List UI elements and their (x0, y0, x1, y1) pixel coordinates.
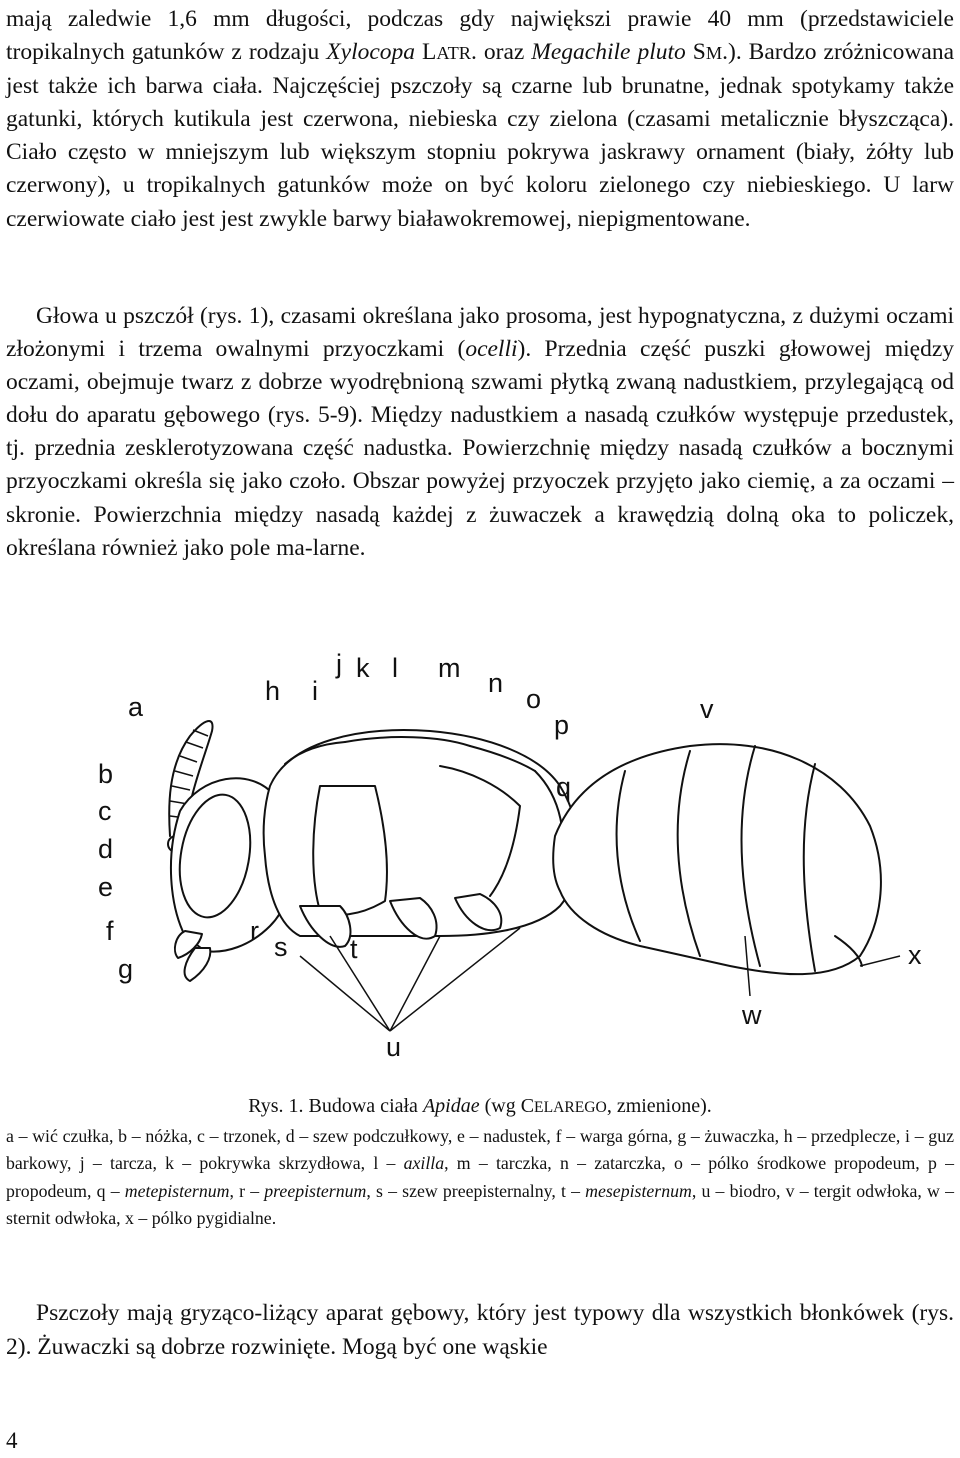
abdomen-outline (553, 744, 881, 974)
bee-illustration (0, 636, 960, 1076)
label-r: r (250, 916, 259, 946)
label-t: t (350, 934, 358, 964)
label-h: h (265, 676, 281, 706)
label-b: b (98, 759, 114, 789)
label-n: n (488, 668, 504, 698)
label-w: w (742, 1000, 762, 1030)
label-j: j (336, 649, 342, 679)
paragraph-body-size-color: mają zaledwie 1,6 mm długości, podczas gdy największi prawie 40 mm (przedstawiciele tropikalnych gatunków z rodzaju Xylocopa LATR. oraz Megachile pluto SM.). Bardzo zróżnicowana jest także ich barwa ciała. Najczęściej pszczoły są czarne lub brunatne, jednak spotykamy także gatunki, których kutikula jest czerwona, niebieska czy zielona (czasami metalicznie błyszcząca). Ciało często w mniejszym lub większym stopniu pokrywa jaskrawy ornament (biały, żółty lub czerwony), u tropikalnych gatunków może on być koloru zielonego czy niebieskiego. U larw czerwiowate ciało jest jest zwykle barwy białawokremowej, niepigmentowane. (6, 6, 955, 232)
label-l: l (392, 653, 398, 683)
bee-body-diagram (0, 636, 960, 1076)
label-g: g (118, 954, 134, 984)
page-number: 4 (6, 1428, 18, 1453)
label-q: q (556, 772, 572, 802)
label-k: k (356, 653, 370, 683)
label-p: p (554, 710, 570, 740)
figure-legend: a – wić czułka, b – nóżka, c – trzonek, d – szew podczułkowy, e – nadustek, f – warga górna, g – żuwaczka, h – przedplecze, i – guz barkowy, j – tarcza, k – pokrywka skrzydłowa, l – axilla, m – tarczka, n – zatarczka, o – pólko środkowe propodeum, p – propodeum, q – metepisternum, r – preepisternum, s – szew preepisternalny, t – mesepisternum, u – biodro, v – tergit odwłoka, w – sternit odwłoka, x – pólko pygidialne. (6, 1126, 954, 1228)
label-x: x (908, 940, 922, 970)
label-d: d (98, 834, 114, 864)
label-c: c (98, 796, 112, 826)
label-o: o (526, 684, 542, 714)
label-v: v (700, 694, 714, 724)
paragraph-mouthparts: Pszczoły mają gryząco-liżący aparat gębowy, który jest typowy dla wszystkich błonkówek (rys. 2). Żuwaczki są dobrze rozwinięte. Mogą być one wąskie (6, 1300, 954, 1360)
label-e: e (98, 872, 114, 902)
figure-caption: Rys. 1. Budowa ciała Apidae (wg CELAREGO, zmienione). (248, 1095, 712, 1117)
paragraph-head-structure: Głowa u pszczół (rys. 1), czasami określana jako prosoma, jest hypognatyczna, z dużymi oczami złożonymi i trzema owalnymi przyoczkami (ocelli). Przednia część puszki głowowej między oczami, obejmuje twarz z dobrze wyodrębnioną szwami płytką zwaną nadustkiem, przylegającą od dołu do aparatu gębowego (rys. 5-9). Między nadustkiem a nasadą czułków występuje przedustek, tj. przednia zesklerotyzowana część nadustka. Powierzchnię między nasadą czułków a bocznymi przyoczkami określa się jako czoło. Obszar powyżej przyoczek przyjęto jako ciemię, a za oczami – skronie. Powierzchnia między nasadą każdej z żuwaczek a krawędzią dolną oka to policzek, określana również jako pole ma-larne. (6, 303, 954, 561)
label-i: i (312, 676, 318, 706)
label-m: m (438, 653, 461, 683)
label-s: s (274, 932, 288, 962)
label-u: u (386, 1032, 402, 1062)
label-a: a (128, 692, 144, 722)
label-f: f (106, 916, 114, 946)
